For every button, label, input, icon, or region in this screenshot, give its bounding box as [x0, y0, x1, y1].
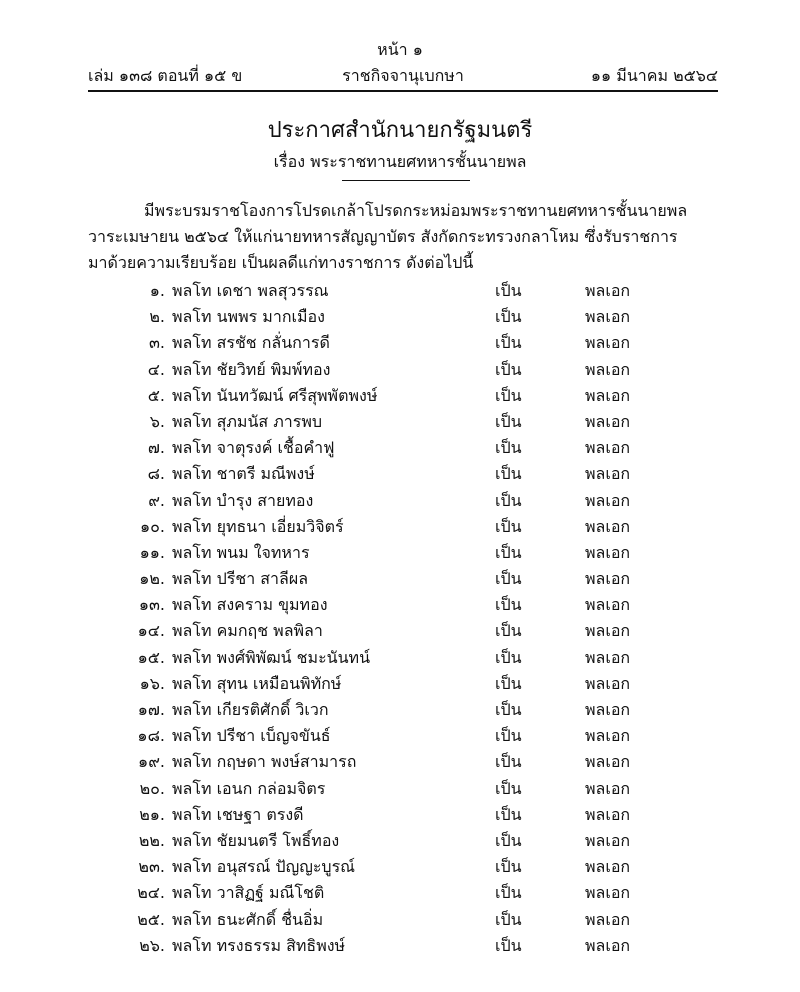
officer-new-rank: พลเอก — [585, 647, 631, 667]
officer-conjunction: เป็น — [495, 307, 522, 327]
officer-name: พลโท เดชา พลสุวรรณ — [172, 281, 329, 300]
officer-name: พลโท อนุสรณ์ ปัญญะบูรณ์ — [172, 857, 356, 877]
list-item — [0, 828, 800, 854]
officer-new-rank: พลเอก — [585, 307, 631, 327]
officer-new-rank: พลเอก — [585, 830, 631, 850]
officer-conjunction: เป็น — [495, 595, 522, 615]
document-subject: เรื่อง พระราชทานยศทหารชั้นนายพล — [273, 152, 527, 171]
list-item — [0, 907, 800, 933]
officer-new-rank: พลเอก — [585, 595, 631, 615]
list-item — [0, 514, 800, 540]
list-item — [0, 802, 800, 828]
officer-number: ๒. — [149, 307, 165, 327]
officer-conjunction: เป็น — [495, 385, 522, 405]
officer-conjunction: เป็น — [495, 726, 522, 746]
list-item — [0, 880, 800, 906]
officer-new-rank: พลเอก — [585, 385, 631, 405]
officer-conjunction: เป็น — [495, 673, 522, 693]
officer-conjunction: เป็น — [495, 909, 522, 929]
officer-number: ๑๕. — [137, 647, 165, 667]
officer-conjunction: เป็น — [495, 883, 522, 903]
officer-number: ๒๖. — [139, 935, 165, 955]
officer-number: ๘. — [147, 464, 165, 484]
officer-conjunction: เป็น — [495, 516, 522, 536]
officer-name: พลโท ชัยมนตรี โพธิ์ทอง — [172, 830, 340, 850]
list-item — [0, 278, 800, 304]
officer-new-rank: พลเอก — [585, 569, 631, 589]
header-divider — [88, 90, 718, 92]
list-item — [0, 776, 800, 802]
list-item — [0, 461, 800, 487]
officer-conjunction: เป็น — [495, 438, 522, 458]
officer-number: ๑๖. — [139, 673, 165, 693]
list-item — [0, 330, 800, 356]
officer-conjunction: เป็น — [495, 621, 522, 641]
officer-conjunction: เป็น — [495, 752, 522, 772]
publication-date: ๑๑ มีนาคม ๒๕๖๔ — [590, 66, 718, 85]
list-item — [0, 671, 800, 697]
officer-name: พลโท พนม ใจทหาร — [172, 542, 310, 562]
officer-new-rank: พลเอก — [585, 359, 631, 379]
officer-number: ๒๓. — [138, 857, 165, 877]
list-item — [0, 697, 800, 723]
officer-new-rank: พลเอก — [585, 726, 631, 746]
officer-name: พลโท เอนก กล่อมจิตร — [172, 778, 326, 798]
officer-number: ๑๙. — [138, 752, 165, 772]
officer-new-rank: พลเอก — [585, 490, 631, 510]
officer-conjunction: เป็น — [495, 542, 522, 562]
officer-conjunction: เป็น — [495, 490, 522, 510]
officer-number: ๙. — [148, 490, 165, 510]
officer-number: ๑๑. — [139, 542, 165, 562]
officer-name: พลโท ยุทธนา เอี่ยมวิจิตร์ — [172, 516, 344, 536]
officer-name: พลโท จาตุรงค์ เชื้อคำฟู — [172, 438, 335, 458]
officer-new-rank: พลเอก — [585, 411, 631, 431]
officer-number: ๔. — [147, 359, 165, 379]
officer-conjunction: เป็น — [495, 569, 522, 589]
officer-number: ๖. — [149, 411, 165, 431]
list-item — [0, 592, 800, 618]
officer-new-rank: พลเอก — [585, 281, 631, 300]
officer-name: พลโท คมกฤช พลพิลา — [172, 621, 323, 641]
list-item — [0, 749, 800, 775]
list-item — [0, 304, 800, 330]
officer-number: ๒๔. — [137, 883, 165, 903]
list-item — [0, 723, 800, 749]
officer-name: พลโท ทรงธรรม สิทธิพงษ์ — [172, 935, 346, 955]
officer-name: พลโท บำรุง สายทอง — [172, 490, 314, 510]
officer-name: พลโท กฤษดา พงษ์สามารถ — [172, 752, 357, 772]
officer-name: พลโท สุทน เหมือนพิทักษ์ — [172, 673, 342, 693]
officer-name: พลโท ธนะศักดิ์ ชื่นอิ่ม — [172, 909, 324, 929]
officer-number: ๑. — [149, 281, 165, 300]
officer-name: พลโท เกียรติศักดิ์ วิเวก — [172, 700, 329, 719]
body-line: มาด้วยความเรียบร้อย เป็นผลดีแก่ทางราชการ ดังต่อไปนี้ — [88, 253, 474, 272]
officer-number: ๑๔. — [137, 621, 165, 641]
officer-number: ๒๕. — [137, 909, 165, 929]
list-item — [0, 383, 800, 409]
officer-number: ๑๘. — [137, 726, 165, 746]
officer-number: ๑๐. — [139, 516, 165, 536]
list-item — [0, 357, 800, 383]
officer-new-rank: พลเอก — [585, 804, 631, 824]
officer-conjunction: เป็น — [495, 830, 522, 850]
officer-name: พลโท วาสิฏฐ์ มณีโชติ — [172, 883, 325, 903]
officer-conjunction: เป็น — [495, 935, 522, 955]
officer-new-rank: พลเอก — [585, 621, 631, 641]
list-item — [0, 540, 800, 566]
officer-conjunction: เป็น — [495, 333, 522, 353]
officer-number: ๑๗. — [137, 700, 165, 719]
officer-new-rank: พลเอก — [585, 909, 631, 929]
list-item — [0, 854, 800, 880]
officer-name: พลโท ชัยวิทย์ พิมพ์ทอง — [172, 359, 331, 379]
officer-new-rank: พลเอก — [585, 778, 631, 798]
officer-name: พลโท ปรีชา เบ็ญจขันธ์ — [172, 726, 331, 746]
officer-conjunction: เป็น — [495, 804, 522, 824]
list-item — [0, 933, 800, 959]
officer-name: พลโท พงศ์พิพัฒน์ ชมะนันทน์ — [172, 647, 371, 667]
officer-conjunction: เป็น — [495, 857, 522, 877]
officer-conjunction: เป็น — [495, 359, 522, 379]
title-divider — [342, 180, 470, 181]
officer-conjunction: เป็น — [495, 700, 522, 719]
list-item — [0, 566, 800, 592]
officer-name: พลโท ชาตรี มณีพงษ์ — [172, 464, 315, 484]
officer-new-rank: พลเอก — [585, 542, 631, 562]
body-line: วาระเมษายน ๒๕๖๔ ให้แก่นายทหารสัญญาบัตร สังกัดกระทรวงกลาโหม ซึ่งรับราชการ — [88, 227, 678, 246]
gazette-header — [88, 64, 718, 86]
publication-name: ราชกิจจานุเบกษา — [342, 66, 464, 85]
list-item — [0, 488, 800, 514]
officer-number: ๕. — [147, 385, 165, 405]
list-item — [0, 618, 800, 644]
officer-new-rank: พลเอก — [585, 673, 631, 693]
officer-number: ๒๐. — [139, 778, 165, 798]
officer-number: ๑๒. — [139, 569, 165, 589]
officer-new-rank: พลเอก — [585, 516, 631, 536]
document-body — [88, 198, 718, 276]
officer-name: พลโท ปรีชา สาลีผล — [172, 569, 308, 589]
officer-number: ๗. — [147, 438, 165, 458]
document-title: ประกาศสำนักนายกรัฐมนตรี — [267, 118, 533, 143]
list-item — [0, 409, 800, 435]
officer-number: ๑๓. — [138, 595, 165, 615]
list-item — [0, 645, 800, 671]
officer-name: พลโท นพพร มากเมือง — [172, 307, 325, 327]
officer-conjunction: เป็น — [495, 411, 522, 431]
officer-name: พลโท สงคราม ขุมทอง — [172, 595, 328, 615]
officer-new-rank: พลเอก — [585, 883, 631, 903]
officer-name: พลโท เชษฐา ตรงดี — [172, 804, 304, 824]
page-number: หน้า ๑ — [377, 40, 423, 59]
officer-new-rank: พลเอก — [585, 857, 631, 877]
officer-name: พลโท นันทวัฒน์ ศรีสุพพัตพงษ์ — [172, 385, 378, 405]
officer-new-rank: พลเอก — [585, 464, 631, 484]
volume-info: เล่ม ๑๓๘ ตอนที่ ๑๕ ข — [88, 66, 243, 85]
officer-conjunction: เป็น — [495, 281, 522, 300]
officer-new-rank: พลเอก — [585, 438, 631, 458]
officer-list — [0, 278, 800, 959]
officer-name: พลโท สรชัช กลั่นการดี — [172, 333, 330, 353]
officer-new-rank: พลเอก — [585, 752, 631, 772]
officer-conjunction: เป็น — [495, 778, 522, 798]
body-line: มีพระบรมราชโองการโปรดเกล้าโปรดกระหม่อมพระราชทานยศทหารชั้นนายพล — [144, 201, 688, 220]
officer-number: ๓. — [148, 333, 165, 353]
officer-conjunction: เป็น — [495, 647, 522, 667]
officer-number: ๒๒. — [138, 830, 165, 850]
officer-new-rank: พลเอก — [585, 333, 631, 353]
officer-name: พลโท สุภมนัส ภารพบ — [172, 411, 323, 431]
officer-number: ๒๑. — [139, 804, 165, 824]
officer-conjunction: เป็น — [495, 464, 522, 484]
list-item — [0, 435, 800, 461]
officer-new-rank: พลเอก — [585, 935, 631, 955]
officer-new-rank: พลเอก — [585, 700, 631, 719]
